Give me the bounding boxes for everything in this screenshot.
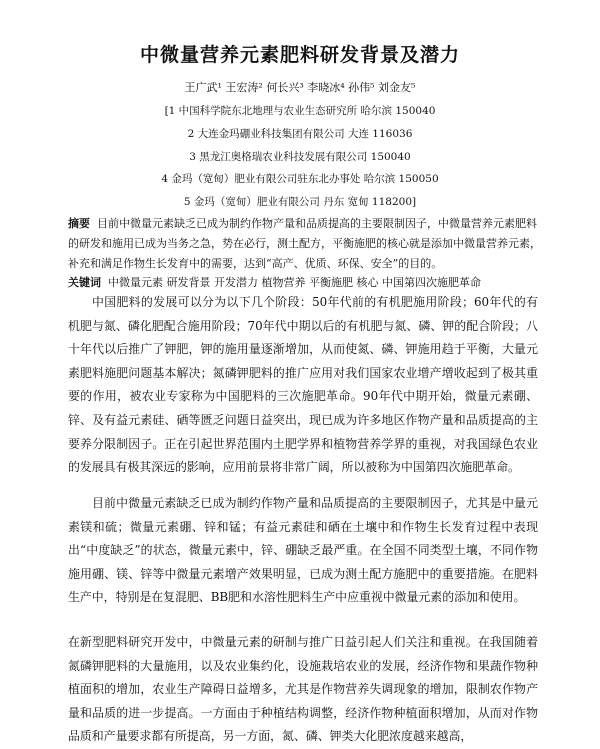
affiliation-2: 2 大连金玛硼业科技集团有限公司 大连 116036 — [187, 128, 413, 140]
keywords-line — [68, 276, 538, 290]
body-paragraph-3: 在新型肥料研究开发中，中微量元素的研制与推广日益引起人们关注和重视。在我国随着氮磷钾肥料的大量施用，以及农业集约化，设施栽培农业的发展，经济作物和果蔬作物种植面积的增加，农业生产障碍日益增多，尤其是作物营养失调现象的增加，限制农作物产量和品质的进一步提高。一方面由于种植结构调整，经济作物种植面积增加，从而对作物品质和产量要求都有所提高，另一方面，氮、磷、钾类大化肥浓度越来越高， — [68, 635, 538, 744]
abstract-label: 摘要 — [68, 217, 90, 230]
abstract-text-1: 目前中微量元素缺乏已成为制约作物产量和品质提高的主要限制因子，中微量营养元素肥料 — [97, 217, 537, 230]
abstract-line-3: 补充和满足作物生长发育中的需要，达到“高产、优质、环保、安全”的目的。 — [68, 257, 443, 270]
abstract-line-1 — [68, 217, 538, 231]
affiliation-1: [1 中国科学院东北地理与农业生态研究所 哈尔滨 150040 — [164, 105, 436, 117]
paper-title: 中微量营养元素肥料研发背景及潜力 — [139, 44, 460, 66]
keywords-label: 关键词 — [68, 276, 101, 289]
affiliation-5: 5 金玛（宽甸）肥业有限公司 丹东 宽甸 118200] — [183, 196, 417, 208]
body-paragraph-1: 中国肥料的发展可以分为以下几个阶段：50年代前的有机肥施用阶段；60年代的有机肥与氮、磷化肥配合施用阶段；70年代中期以后的有机肥与氮、磷、钾的配合阶段；八十年代以后推广了钾肥，钾的施用量逐渐增加，从而使氮、磷、钾施用趋于平衡，大量元素肥料施肥问题基本解决；氮磷钾肥料的推广应用对我们国家农业增产增收起到了极其重要的作用，被农业专家称为中国肥料的三次施肥革命。90年代中期开始，微量元素硼、锌、及有益元素硅、硒等匮乏问题日益突出，现已成为许多地区作物产量和品质提高的主要养分限制因子。正在引起世界范围内土肥学界和植物营养学界的重视，对我国绿色农业的发展具有极其深远的影响，应用前景将非常广阔，所以被称为中国第四次施肥革命。 — [68, 295, 538, 475]
affiliation-4: 4 金玛（宽甸）肥业有限公司驻东北办事处 哈尔滨 150050 — [161, 173, 439, 185]
keywords-text: 中微量元素 研发背景 开发潜力 植物营养 平衡施肥 核心 中国第四次施肥革命 — [108, 276, 481, 289]
affiliation-3: 3 黑龙江奥格瑞农业科技发展有限公司 150040 — [189, 151, 411, 163]
abstract-line-2: 的研发和施用已成为当务之急，势在必行，测土配方，平衡施肥的核心就是添加中微量营养元素， — [68, 237, 541, 250]
body-paragraph-2: 目前中微量元素缺乏已成为制约作物产量和品质提高的主要限制因子，尤其是中量元素镁和硫；微量元素硼、锌和锰；有益元素硅和硒在土壤中和作物生长发育过程中表现出“中度缺乏”的状态，微量元素中，锌、硼缺乏最严重。在全国不同类型土壤，不同作物施用硼、镁、锌等中微量元素增产效果明显，已成为测土配方施肥中的重要措施。在肥料生产中，特别是在复混肥、BB肥和水溶性肥料生产中应重视中微量元素的添加和使用。 — [68, 496, 538, 605]
author-list: 王广武¹ 王宏涛² 何长兴³ 李晓冰⁴ 孙伟⁵ 刘金友⁵ — [184, 81, 416, 94]
